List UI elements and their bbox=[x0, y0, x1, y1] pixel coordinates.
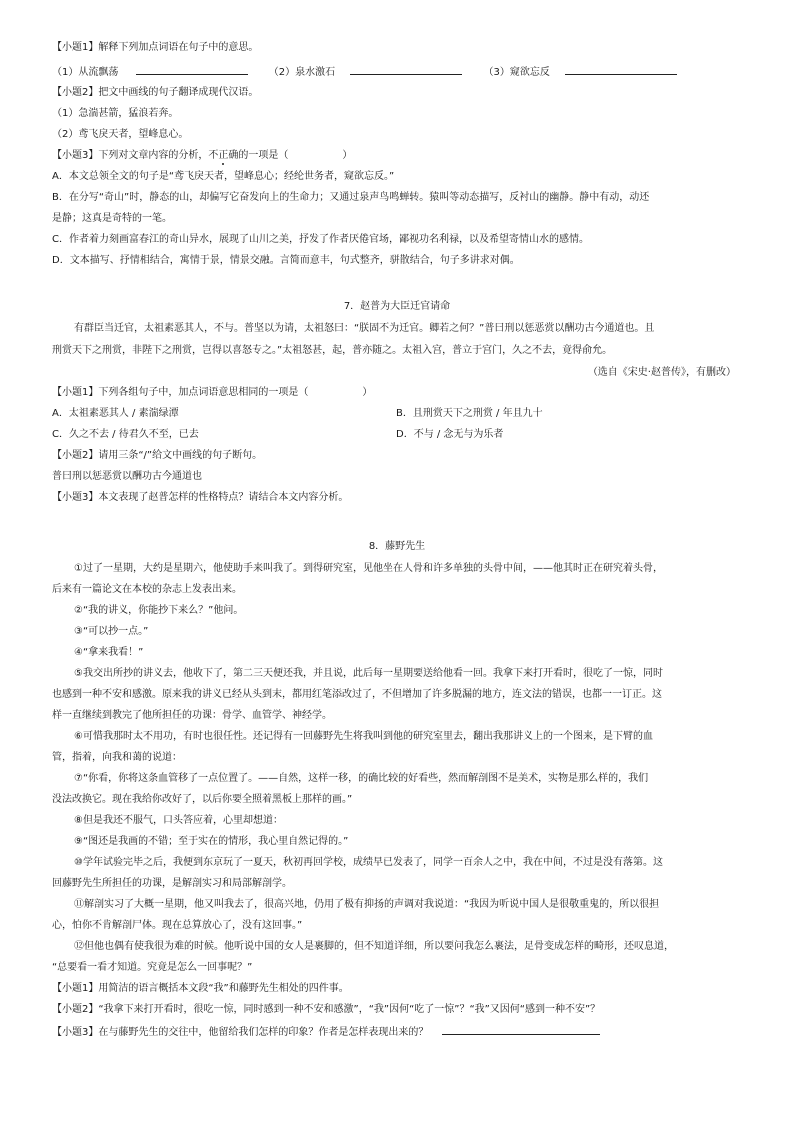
s7-options-row-2 bbox=[52, 428, 503, 441]
s7-option-a: A．太祖素恶其人 / 素湍绿潭 bbox=[52, 408, 179, 419]
s7-title: 7．赵普为大臣迁官请命 bbox=[343, 301, 451, 312]
s8-q2-label: 【小题2】“我拿下来打开看时，很吃一惊，同时感到一种不安和感激”，“我”因何“吃了一惊”？“我”又因何“感到一种不安”？ bbox=[52, 1004, 601, 1015]
s6-q3-label bbox=[52, 149, 352, 162]
s6-option-b-line-2: 是静；这真是奇特的一笔。 bbox=[52, 213, 172, 224]
s6-q2-sentence-1: （1）急湍甚箭，猛浪若奔。 bbox=[52, 108, 179, 119]
s7-option-b: B．且刑赏天下之刑赏 / 年且九十 bbox=[396, 408, 543, 419]
s6-q1-items bbox=[52, 64, 677, 79]
answer-blank[interactable] bbox=[350, 64, 462, 75]
s7-q1-text-b: ） bbox=[362, 387, 373, 398]
s7-option-d: D．不与 / 念无与为乐者 bbox=[396, 429, 504, 440]
s8-para-5-line-1: ⑤我交出所抄的讲义去，他收下了，第二三天便还我，并且说，此后每一星期要送给他看一回。我拿下来打开看时，很吃了一惊，同时 bbox=[74, 668, 663, 679]
s7-q1-label bbox=[52, 386, 372, 399]
s8-para-7-line-2: 没法改换它。现在我给你改好了，以后你要全照着黑板上那样的画。” bbox=[52, 794, 353, 805]
s7-q2-slash: / bbox=[143, 450, 147, 461]
s6-q3-text-a: 【小题3】下列对文章内容的分析， bbox=[52, 150, 209, 161]
answer-blank[interactable] bbox=[442, 1024, 600, 1035]
s8-para-7-line-1: ⑦“你看，你将这条血管移了一点位置了。——自然，这样一移，的确比较的好看些，然而解剖图不是美术，实物是那么样的，我们 bbox=[74, 773, 649, 784]
s7-q1-text-a: 【小题1】下列各组句子中，加点词语意思相同的一项是（ bbox=[52, 387, 309, 398]
s7-passage-line-2: 刑赏天下之刑赏，非陛下之刑赏，岂得以喜怒专之。”太祖怒甚，起，普亦随之。太祖入宫，普立于宫门，久之不去，竟得俞允。 bbox=[52, 345, 613, 356]
s6-option-b-line-1: B．在分写“奇山”时，静态的山，却偏写它奋发向上的生命力；又通过泉声鸟鸣蝉转。猿叫等动态描写，反衬山的幽静。静中有动，动还 bbox=[52, 192, 650, 203]
s8-para-6-line-2: 管，指着，向我和蔼的说道： bbox=[52, 752, 182, 763]
s8-para-12-line-2: “总要看一看才知道。究竟是怎么一回事呢？” bbox=[52, 962, 253, 973]
s6-option-d: D．文本描写、抒情相结合，寓情于景，情景交融。言简而意丰，句式整齐，骈散结合，句子多讲求对偶。 bbox=[52, 255, 520, 266]
s8-para-3: ③“可以抄一点。” bbox=[74, 626, 149, 637]
s8-para-5-line-2: 也感到一种不安和感激。原来我的讲义已经从头到末，都用红笔添改过了，不但增加了许多脱漏的地方，连文法的错误，也都一一订正。这 bbox=[52, 689, 662, 700]
s8-q3-text: 【小题3】在与藤野先生的交往中，他留给我们怎样的印象？作者是怎样表现出来的？ bbox=[52, 1027, 429, 1038]
s6-q3-emphasis: 不正确 bbox=[208, 150, 239, 161]
s6-q1-item-1: （1）从流飘荡 bbox=[52, 67, 119, 78]
s8-para-12-line-1: ⑫但他也偶有使我很为难的时候。他听说中国的女人是裹脚的，但不知道详细，所以要问我怎么裹法，足骨变成怎样的畸形，还叹息道， bbox=[74, 941, 674, 952]
s6-q1-label: 【小题1】解释下列加点词语在句子中的意思。 bbox=[52, 42, 259, 53]
s6-q1-item-3: （3）窥欲忘反 bbox=[483, 67, 550, 78]
s8-para-6-line-1: ⑥可惜我那时太不用功，有时也很任性。还记得有一回藤野先生将我叫到他的研究室里去，翻出我那讲义上的一个图来，是下臂的血 bbox=[74, 731, 653, 742]
s6-q2-sentence-2: （2）鸢飞戾天者，望峰息心。 bbox=[52, 129, 189, 140]
s7-options-row-1 bbox=[52, 407, 543, 420]
s8-para-9: ⑨“图还是我画的不错；至于实在的情形，我心里自然记得的。” bbox=[74, 836, 349, 847]
s7-q2-sentence: 普曰刑以惩恶赏以酬功古今通道也 bbox=[52, 471, 202, 482]
s8-para-10-line-1: ⑩学年试验完毕之后，我便到东京玩了一夏天，秋初再回学校，成绩早已发表了，同学一百余人之中，我在中间，不过是没有落第。这 bbox=[74, 857, 663, 868]
s8-para-2: ②“我的讲义，你能抄下来么？”他问。 bbox=[74, 605, 244, 616]
s6-option-a: A．本文总领全文的句子是“鸢飞戾天者，望峰息心；经纶世务者，窥欲忘反。” bbox=[52, 171, 395, 182]
s8-para-5-line-3: 样一直继续到教完了他所担任的功课：骨学、血管学、神经学。 bbox=[52, 710, 332, 721]
s8-para-8: ⑧但是我还不服气，口头答应着，心里却想道： bbox=[74, 815, 283, 826]
s8-para-11-line-2: 心，怕你不肯解剖尸体。现在总算放心了，没有这回事。” bbox=[52, 920, 303, 931]
s6-q2-label: 【小题2】把文中画线的句子翻译成现代汉语。 bbox=[52, 87, 259, 98]
s8-para-4: ④“拿来我看！” bbox=[74, 647, 144, 658]
answer-blank[interactable] bbox=[136, 64, 248, 75]
s7-option-c: C．久之不去 / 待君久不至，已去 bbox=[52, 429, 199, 440]
s7-q2-label bbox=[52, 449, 262, 462]
s7-source: （选自《宋史·赵普传》，有删改） bbox=[587, 367, 736, 378]
s8-para-1-line-2: 后来有一篇论文在本校的杂志上发表出来。 bbox=[52, 584, 242, 595]
s8-title: 8．藤野先生 bbox=[368, 541, 426, 552]
s7-q2-text-b: ”给文中画线的句子断句。 bbox=[146, 450, 263, 461]
s8-q3-label bbox=[52, 1024, 600, 1039]
s6-q3-text-c: 的一项是（ bbox=[238, 150, 289, 161]
s7-passage-line-1: 有群臣当迁官，太祖素恶其人，不与。普坚以为请，太祖怒曰：“朕固不为迁官。卿若之何？”普曰刑以惩恶赏以酬功古今通道也。且 bbox=[74, 323, 655, 334]
s7-q3-label: 【小题3】本文表现了赵普怎样的性格特点？请结合本文内容分析。 bbox=[52, 492, 349, 503]
s8-para-1-line-1: ①过了一星期，大约是星期六，他使助手来叫我了。到得研究室，见他坐在人骨和许多单独的头骨中间，——他其时正在研究着头骨， bbox=[74, 563, 663, 574]
s8-para-11-line-1: ⑪解剖实习了大概一星期，他又叫我去了，很高兴地，仍用了极有抑扬的声调对我说道：“我因为听说中国人是很敬重鬼的，所以很担 bbox=[74, 899, 660, 910]
answer-blank[interactable] bbox=[565, 64, 677, 75]
s6-q3-text-d: ） bbox=[342, 150, 353, 161]
s6-option-c: C．作者着力刻画富春江的奇山异水，展现了山川之美，抒发了作者厌倦官场，鄙视功名利禄，以及希望寄情山水的感情。 bbox=[52, 234, 589, 245]
s8-q1-label: 【小题1】用简洁的语言概括本文段“我”和藤野先生相处的四件事。 bbox=[52, 983, 349, 994]
s6-q1-item-2: （2）泉水激石 bbox=[268, 67, 336, 78]
s8-para-10-line-2: 回藤野先生所担任的功课，是解剖实习和局部解剖学。 bbox=[52, 878, 292, 889]
s7-q2-text-a: 【小题2】请用三条“ bbox=[52, 450, 144, 461]
